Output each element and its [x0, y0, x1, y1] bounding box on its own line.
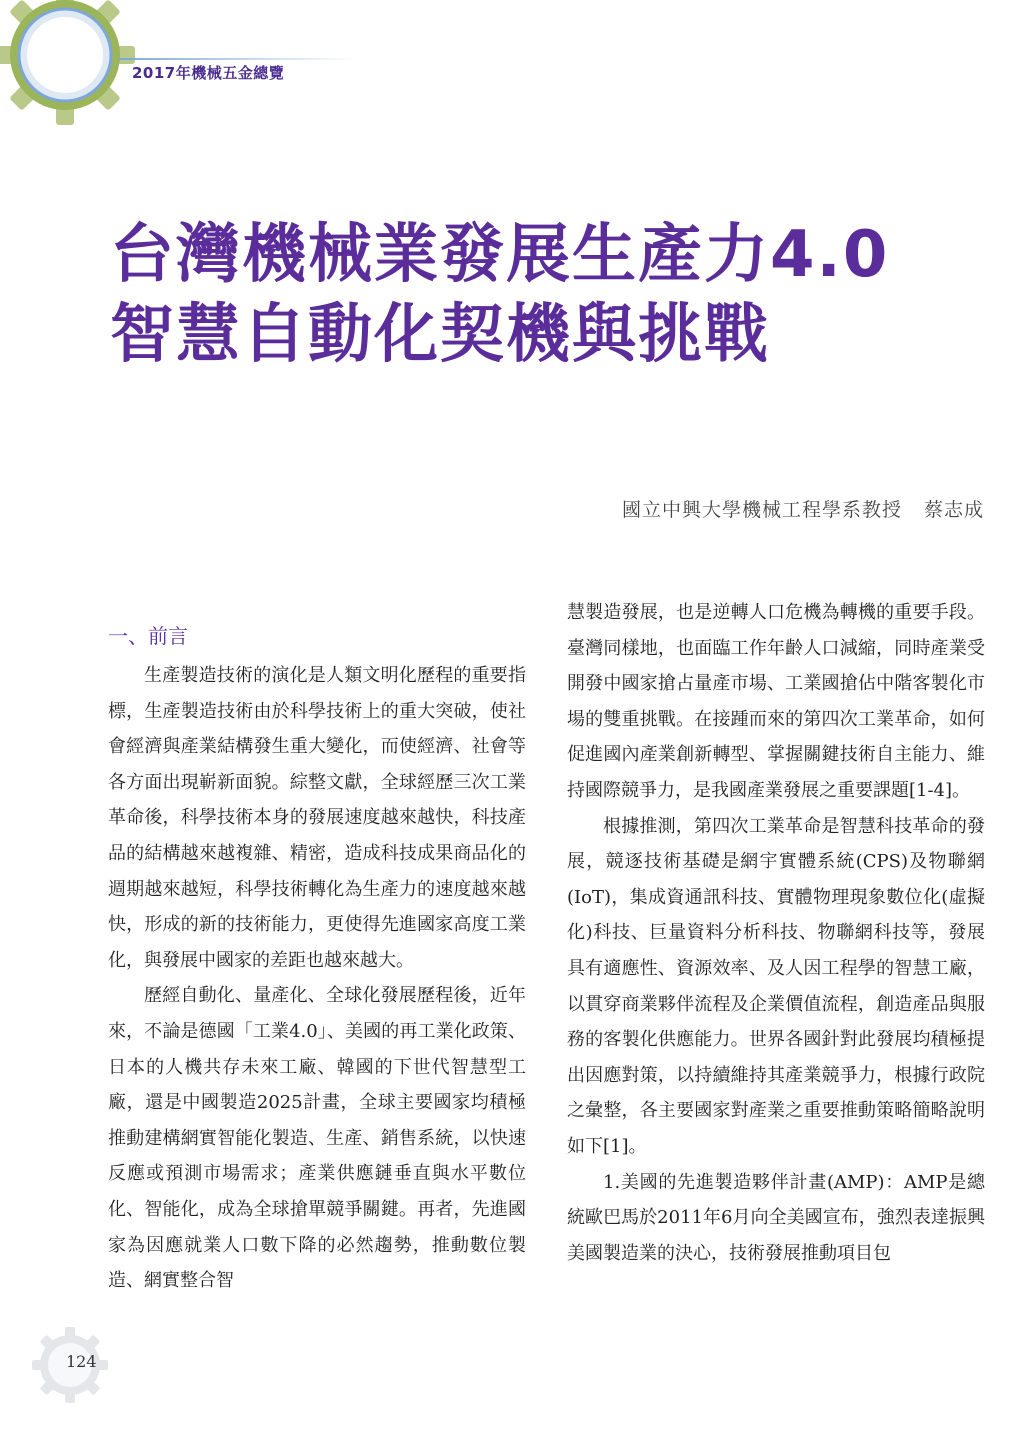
publication-title: 2017年機械五金總覽: [132, 64, 285, 82]
left-column: [108, 595, 526, 1299]
author-affiliation: 國立中興大學機械工程學系教授: [621, 499, 902, 521]
paragraph: 生產製造技術的演化是人類文明化歷程的重要指標，生產製造技術由於科學技術上的重大突破，使社會經濟與產業結構發生重大變化，而使經濟、社會等各方面出現嶄新面貌。綜整文獻，全球經歷三次工業革命後，科學技術本身的發展速度越來越快，科技產品的結構越來越複雜、精密，造成科技成果商品化的週期越來越短，科學技術轉化為生產力的速度越來越快，形成的新的技術能力，更使得先進國家高度工業化，與發展中國家的差距也越來越大。: [108, 665, 526, 971]
section-heading: 一、前言: [108, 624, 188, 648]
paragraph: 慧製造發展，也是逆轉人口危機為轉機的重要手段。臺灣同樣地，也面臨工作年齡人口減縮，同時產業受開發中國家搶占量產市場、工業國搶佔中階客製化市場的雙重挑戰。在接踵而來的第四次工業革命，如何促進國內產業創新轉型、掌握關鍵技術自主能力、維持國際競爭力，是我國產業發展之重要課題[1-4]。: [567, 602, 985, 801]
article-title-line-2: 智慧自動化契機與挑戰: [110, 298, 770, 372]
paragraph: 歷經自動化、量產化、全球化發展歷程後，近年來，不論是德國「工業4.0」、美國的再工業化政策、日本的人機共存未來工廠、韓國的下世代智慧型工廠，還是中國製造2025計畫，全球主要國家均積極推動建構網實智能化製造、生產、銷售系統，以快速反應或預測市場需求；產業供應鏈垂直與水平數位化、智能化，成為全球搶單競爭關鍵。再者，先進國家為因應就業人口數下降的必然趨勢，推動數位製造、網實整合智: [108, 985, 526, 1292]
header-rule: [118, 58, 358, 60]
right-column: [567, 595, 985, 1271]
paragraph: 根據推測，第四次工業革命是智慧科技革命的發展，競逐技術基礎是網宇實體系統(CPS)及物聯網(IoT)，集成資通訊科技、實體物理現象數位化(虛擬化)科技、巨量資料分析科技、物聯網科技等，發展具有適應性、資源效率、及人因工程學的智慧工廠，以貫穿商業夥伴流程及企業價值流程，創造產品與服務的客製化供應能力。世界各國針對此發展均積極提出因應對策，以持續維持其產業競爭力，根據行政院之彙整，各主要國家對產業之重要推動策略簡略說明如下[1]。: [567, 815, 985, 1157]
article-title: [110, 215, 990, 375]
gear-decoration-icon: [0, 0, 140, 130]
article-title-line-1: 台灣機械業發展生產力4.0: [110, 218, 890, 292]
author-byline: [622, 495, 984, 522]
page-number: 124: [66, 1352, 97, 1371]
author-name: 蔡志成: [923, 499, 984, 521]
paragraph: 1.美國的先進製造夥伴計畫(AMP)：AMP是總統歐巴馬於2011年6月向全美國宣布，強烈表達振興美國製造業的決心，技術發展推動項目包: [567, 1171, 985, 1264]
